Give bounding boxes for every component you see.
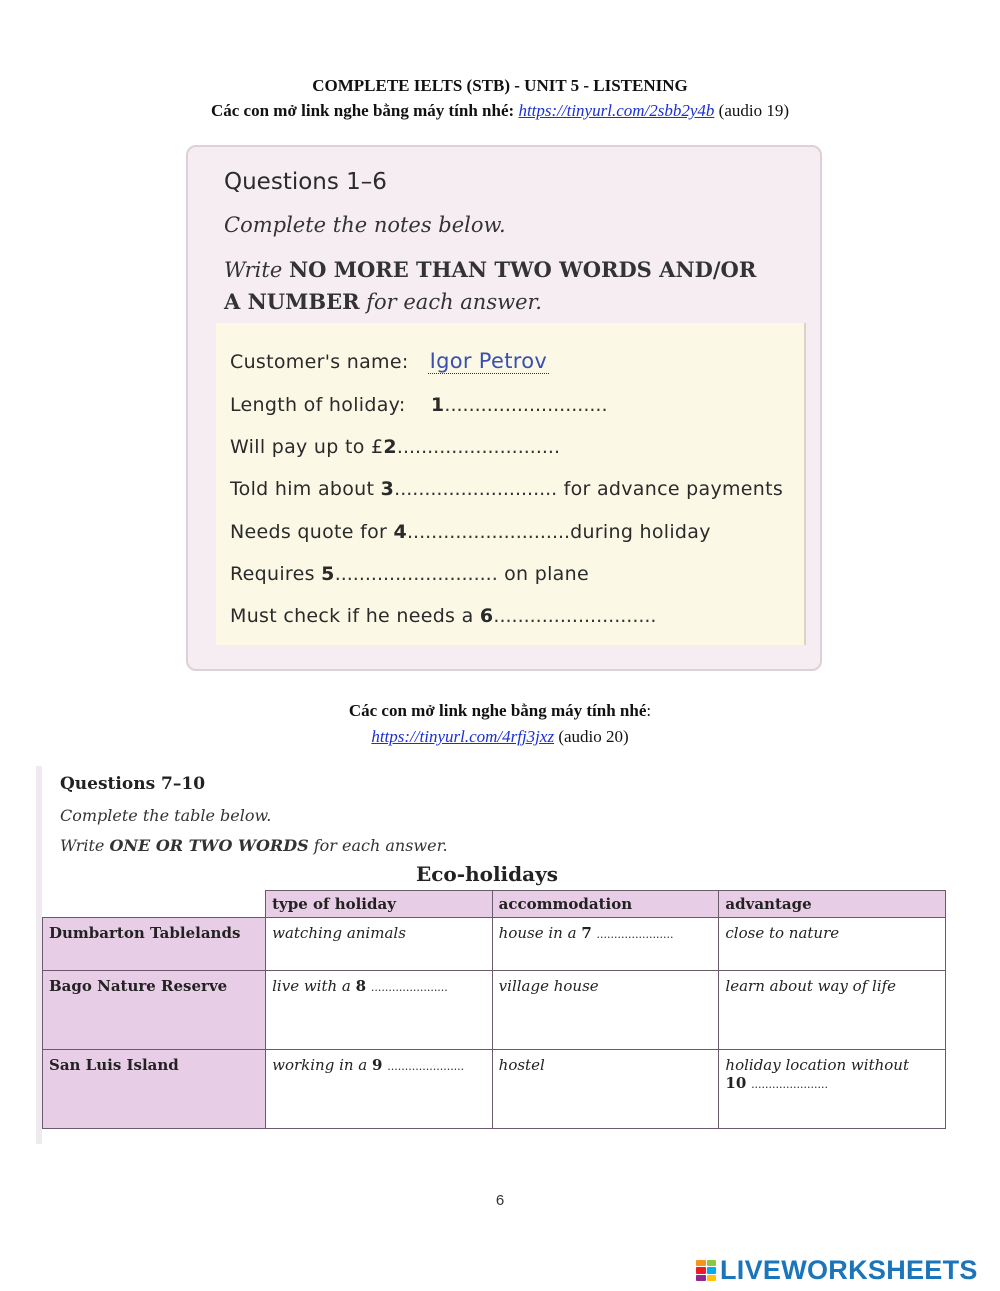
liveworksheets-logo (696, 1255, 978, 1286)
requires-label: Requires (230, 563, 315, 585)
row-header: Bago Nature Reserve (43, 971, 266, 1050)
eco-holidays-table (42, 890, 946, 1129)
answer-blank-9[interactable]: ...................... (387, 1060, 465, 1073)
answer-number-5: 5 (321, 563, 335, 585)
answer-number-1: 1 (430, 394, 445, 416)
table-cell (266, 1050, 493, 1129)
questions-1-6-instruction: Complete the notes below. (224, 213, 506, 237)
audio-link-line-2 (0, 701, 1000, 721)
customer-label: Customer's name: (230, 351, 409, 373)
note-customer-name (230, 349, 549, 373)
answer-number-6: 6 (479, 605, 494, 627)
answer-blank-8[interactable]: ...................... (370, 981, 448, 994)
audio-link-line-3 (0, 727, 1000, 747)
write-prefix-2: Write (60, 836, 110, 855)
link-instruction: Các con mở link nghe bằng máy tính nhé (210, 101, 509, 120)
liveworksheets-icon (696, 1260, 716, 1282)
table-corner (43, 891, 266, 918)
questions-1-6-title: Questions 1–6 (224, 169, 387, 195)
answer-number-4: 4 (393, 521, 407, 543)
row-header: Dumbarton Tablelands (43, 918, 266, 971)
brand-name: LIVEWORKSHEETS (720, 1255, 978, 1285)
note-will-pay (230, 436, 560, 458)
check-label: Must check if he needs a (230, 605, 474, 627)
pay-label: Will pay up to £ (230, 436, 384, 458)
answer-blank-5[interactable]: ........................... (334, 563, 498, 585)
customer-value: Igor Petrov (429, 349, 548, 373)
write-suffix-2: for each answer. (308, 836, 448, 855)
table-row (43, 971, 946, 1050)
table-cell: hostel (492, 1050, 719, 1129)
table-row (43, 918, 946, 971)
questions-7-10-title: Questions 7–10 (60, 774, 206, 794)
column-header: type of holiday (266, 891, 493, 918)
answer-blank-10[interactable]: ...................... (751, 1078, 828, 1091)
audio-19-label: (audio 19) (718, 101, 789, 120)
answer-number-2: 2 (383, 436, 397, 458)
audio-link-line-1 (0, 101, 1000, 121)
page-number: 6 (495, 1192, 505, 1209)
told-label: Told him about (230, 478, 375, 500)
questions-1-6-limit-line-2 (224, 289, 542, 314)
answer-blank-1[interactable]: ........................... (444, 394, 608, 416)
table-header-row (43, 891, 946, 918)
cell-text: live with a (272, 977, 356, 995)
answer-blank-7[interactable]: ...................... (596, 928, 674, 941)
table-cell: village house (492, 971, 719, 1050)
document-title: COMPLETE IELTS (STB) - UNIT 5 - LISTENING (312, 76, 688, 95)
word-limit-bold-3: ONE OR TWO WORDS (109, 836, 309, 855)
table-cell: learn about way of life (719, 971, 946, 1050)
answer-number-8: 8 (355, 977, 367, 995)
requires-suffix: on plane (504, 563, 589, 585)
answer-number-7: 7 (581, 924, 592, 942)
answer-number-10: 10 (725, 1074, 747, 1092)
table-title: Eco-holidays (416, 862, 558, 886)
colon-2: : (646, 701, 652, 720)
answer-blank-6[interactable]: ........................... (493, 605, 657, 627)
quote-suffix: during holiday (570, 521, 711, 543)
cell-text: working in a (272, 1056, 373, 1074)
told-suffix: for advance payments (563, 478, 784, 500)
table-cell: watching animals (266, 918, 493, 971)
answer-blank-4[interactable]: ........................... (407, 521, 571, 543)
column-header: advantage (719, 891, 946, 918)
quote-label: Needs quote for (230, 521, 388, 543)
note-length-of-holiday (230, 394, 608, 416)
answer-blank-3[interactable]: ........................... (394, 478, 558, 500)
row-header: San Luis Island (43, 1050, 266, 1129)
word-limit-bold-1: NO MORE THAN TWO WORDS AND/OR (288, 257, 757, 282)
table-cell (266, 971, 493, 1050)
note-must-check (230, 605, 656, 627)
table-cell (719, 1050, 946, 1129)
questions-7-10-limit (60, 836, 448, 855)
colon: : (508, 101, 515, 120)
cell-text: holiday location without (725, 1056, 909, 1074)
note-needs-quote (230, 521, 711, 543)
questions-1-6-limit-line-1 (224, 257, 756, 282)
table-cell (492, 918, 719, 971)
questions-7-10-instruction: Complete the table below. (60, 806, 272, 825)
audio-20-link[interactable]: https://tinyurl.com/4rfj3jxz (371, 727, 555, 746)
link-instruction-2: Các con mở link nghe bằng máy tính nhé (348, 701, 647, 720)
note-requires (230, 563, 589, 585)
table-cell: close to nature (719, 918, 946, 971)
length-label: Length of holiday: (230, 394, 406, 416)
answer-number-9: 9 (372, 1056, 383, 1074)
column-header: accommodation (492, 891, 719, 918)
audio-19-link[interactable]: https://tinyurl.com/2sbb2y4b (518, 101, 715, 120)
table-row (43, 1050, 946, 1129)
cell-text: house in a (498, 924, 582, 942)
answer-blank-2[interactable]: ........................... (396, 436, 560, 458)
answer-number-3: 3 (380, 478, 395, 500)
write-suffix: for each answer. (359, 290, 542, 314)
audio-20-label: (audio 20) (558, 727, 629, 746)
note-told-him-about (230, 478, 783, 500)
write-prefix: Write (224, 258, 289, 282)
notes-area (216, 323, 806, 645)
word-limit-bold-2: A NUMBER (224, 289, 360, 314)
questions-1-6-panel (186, 145, 822, 671)
questions-7-10-panel (36, 766, 946, 1144)
